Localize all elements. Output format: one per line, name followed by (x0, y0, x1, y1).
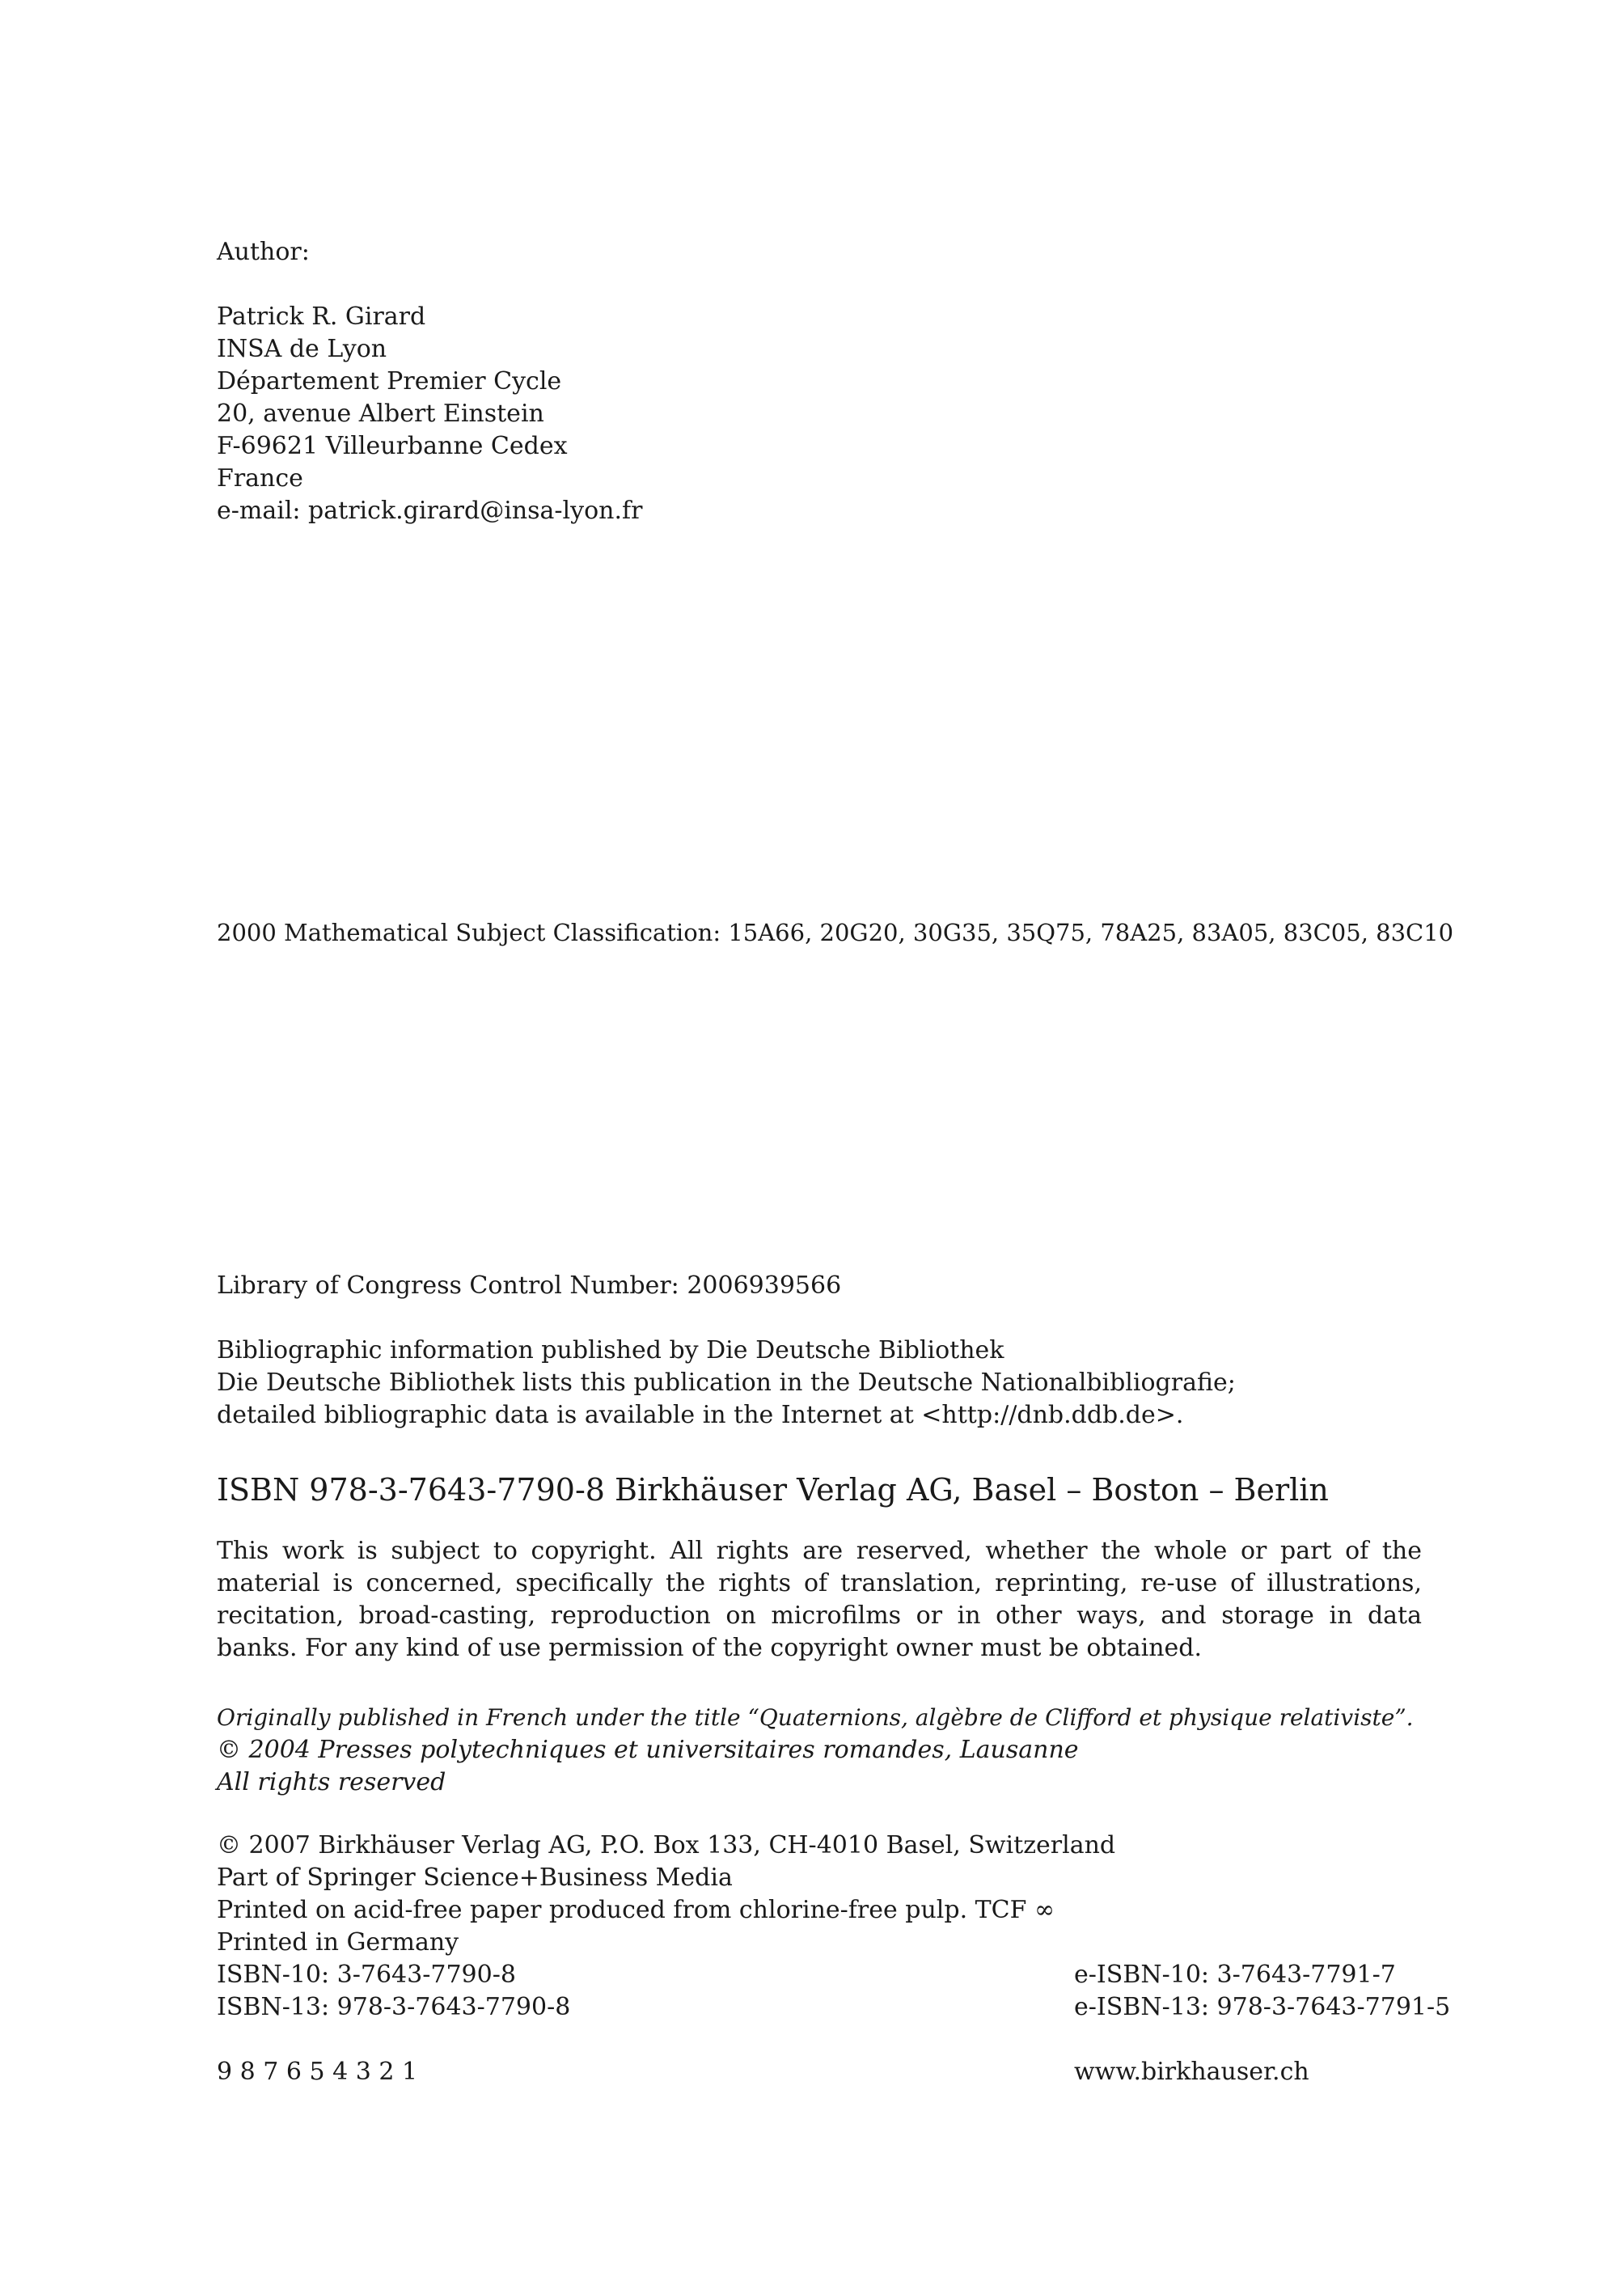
isbn-13: ISBN-13: 978-3-7643-7790-8 (217, 1993, 571, 2021)
author-label: Author: (217, 238, 310, 266)
print-line: 9 8 7 6 5 4 3 2 1 (217, 2058, 418, 2086)
printed-in: Printed in Germany (217, 1928, 459, 1957)
footer-row (217, 2056, 1422, 2088)
isbn-list (217, 1959, 1451, 2024)
subject-classification (217, 916, 1454, 949)
paper-note: Printed on acid-free paper produced from chlorine-free pulp. TCF ∞ (217, 1896, 1055, 1924)
copyright-notice-section (217, 1535, 1422, 1665)
publisher-copyright: © 2007 Birkhäuser Verlag AG, P.O. Box 133, CH-4010 Basel, Switzerland (217, 1831, 1116, 1859)
eisbn-10: e-ISBN-10: 3-7643-7791-7 (1074, 1961, 1396, 1989)
original-copyright-line: © 2004 Presses polytechniques et universitaires romandes, Lausanne (217, 1736, 1079, 1764)
copyright-notice: This work is subject to copyright. All rights are reserved, whether the whole or part of the material is concerned, specifically the rights of translation, reprinting, re-use of illustrations, recitation, broad-casting, reproduction on microfilms or in other ways, and storage in data banks. For any kind of use permission of the copyright owner must be obtained. (217, 1537, 1422, 1662)
author-email: e-mail: patrick.girard@insa-lyon.fr (217, 497, 643, 525)
author-name: Patrick R. Girard (217, 302, 426, 331)
bibliographic-info (217, 1335, 1422, 1432)
original-rights-line: All rights reserved (217, 1768, 446, 1796)
footer (217, 2056, 1422, 2088)
original-publication (217, 1702, 1422, 1799)
biblio-line-1: Bibliographic information published by Die Deutsche Bibliothek (217, 1336, 1004, 1364)
author-department: Département Premier Cycle (217, 367, 562, 396)
isbn-row-10 (217, 1959, 1422, 1991)
lccn-line: Library of Congress Control Number: 2006939566 (217, 1271, 842, 1300)
isbn-10: ISBN-10: 3-7643-7790-8 (217, 1961, 516, 1989)
original-title-line: Originally published in French under the title “Quaternions, algèbre de Clifford et physique relativiste”. (217, 1704, 1414, 1731)
author-street: 20, avenue Albert Einstein (217, 400, 544, 428)
publisher-group: Part of Springer Science+Business Media (217, 1864, 733, 1892)
author-institution: INSA de Lyon (217, 335, 387, 363)
author-section-label (217, 236, 1422, 269)
biblio-line-3: detailed bibliographic data is available in the Internet at <http://dnb.ddb.de>. (217, 1401, 1184, 1429)
msc-line: 2000 Mathematical Subject Classification: 15A66, 20G20, 30G35, 35Q75, 78A25, 83A05, 83C05, 83C10 (217, 919, 1454, 946)
isbn-row-13 (217, 1991, 1451, 2024)
author-country: France (217, 464, 303, 493)
isbn-heading-section (217, 1470, 1422, 1509)
lccn-section (217, 1270, 1422, 1302)
website-link[interactable]: www.birkhauser.ch (1074, 2058, 1309, 2086)
publisher-info (217, 1830, 1422, 1959)
author-address (217, 301, 1422, 527)
eisbn-13: e-ISBN-13: 978-3-7643-7791-5 (1074, 1993, 1451, 2021)
biblio-line-2: Die Deutsche Bibliothek lists this publication in the Deutsche Nationalbibliografie; (217, 1369, 1236, 1397)
isbn-heading: ISBN 978-3-7643-7790-8 Birkhäuser Verlag AG, Basel – Boston – Berlin (217, 1472, 1329, 1508)
author-city: F-69621 Villeurbanne Cedex (217, 432, 568, 460)
